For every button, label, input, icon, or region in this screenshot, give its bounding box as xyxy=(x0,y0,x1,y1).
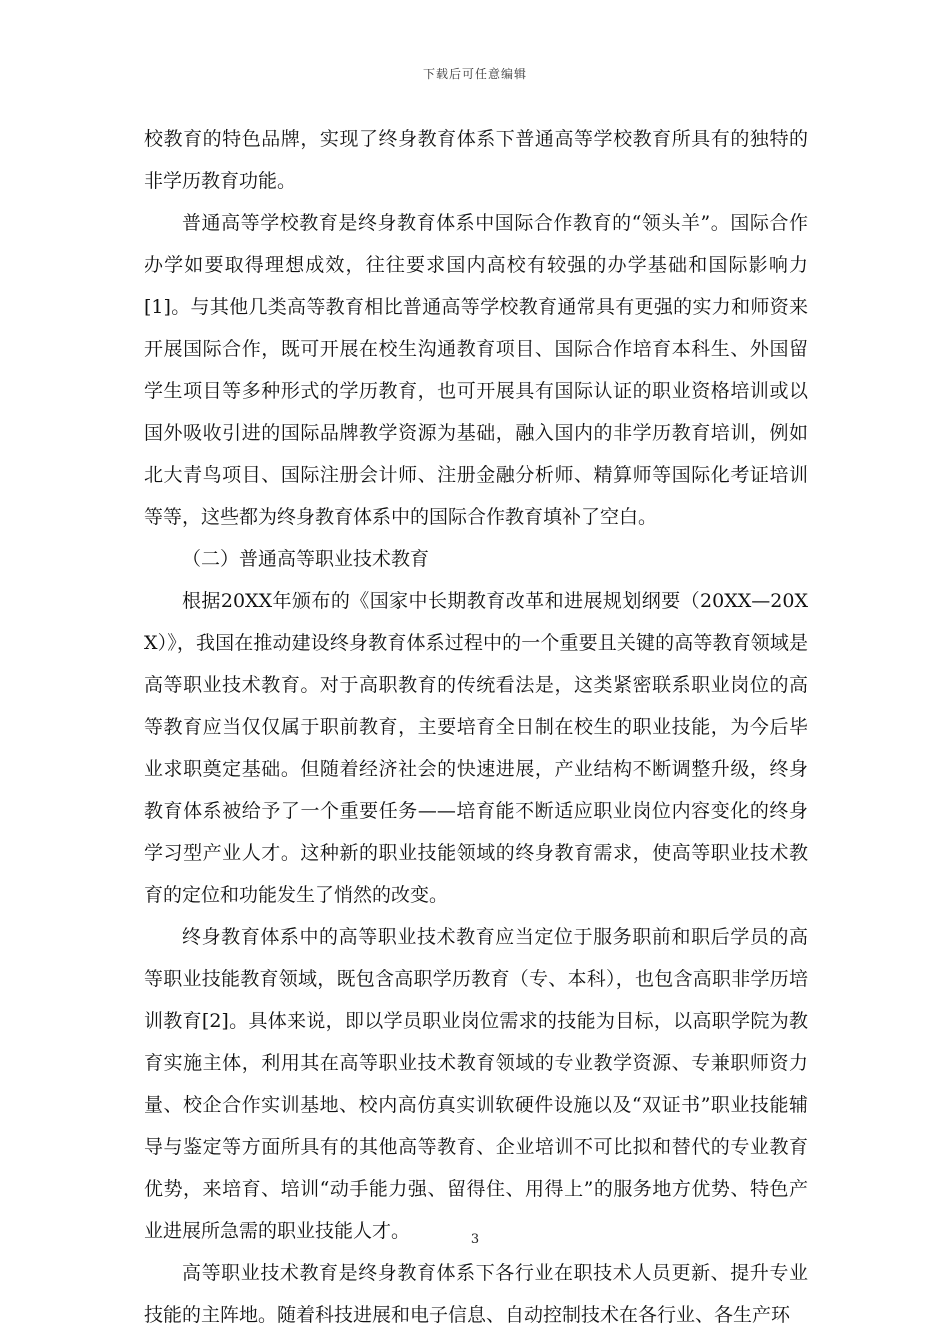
paragraph-international-cooperation: 普通高等学校教育是终身教育体系中国际合作教育的“领头羊”。国际合作办学如要取得理想成效，往往要求国内高校有较强的办学基础和国际影响力[1]。与其他几类高等教育相比普通高等学校教育通常具有更强的实力和师资来开展国际合作，既可开展在校生沟通教育项目、国际合作培育本科生、外国留学生项目等多种形式的学历教育，也可开展具有国际认证的职业资格培训或以国外吸收引进的国际品牌教学资源为基础，融入国内的非学历教育培训，例如北大青鸟项目、国际注册会计师、注册金融分析师、精算师等国际化考证培训等等，这些都为终身教育体系中的国际合作教育填补了空白。 xyxy=(144,212,808,528)
paragraph-vocational-education: 根据20XX年颁布的《国家中长期教育改革和进展规划纲要（20XX—20XX）》，我国在推动建设终身教育体系过程中的一个重要且关键的高等教育领域是高等职业技术教育。对于高职教育的传统看法是，这类紧密联系职业岗位的高等教育应当仅仅属于职前教育，主要培育全日制在校生的职业技能，为今后毕业求职奠定基础。但随着经济社会的快速进展，产业结构不断调整升级，终身教育体系被给予了一个重要任务——培育能不断适应职业岗位内容变化的终身学习型产业人才。这种新的职业技能领域的终身教育需求，使高等职业技术教育的定位和功能发生了悄然的改变。 xyxy=(144,590,808,906)
page-number: 3 xyxy=(470,1232,480,1247)
document-body xyxy=(144,118,808,1336)
page-header: 下载后可任意编辑 xyxy=(422,67,527,81)
paragraph-vocational-positioning: 终身教育体系中的高等职业技术教育应当定位于服务职前和职后学员的高等职业技能教育领域，既包含高职学历教育（专、本科），也包含高职非学历培训教育[2]。具体来说，即以学员职业岗位需求的技能为目标，以高职学院为教育实施主体，利用其在高等职业技术教育领域的专业教学资源、专兼职师资力量、校企合作实训基地、校内高仿真实训软硬件设施以及“双证书”职业技能辅导与鉴定等方面所具有的其他高等教育、企业培训不可比拟和替代的专业教育优势，来培育、培训“动手能力强、留得住、用得上”的服务地方优势、特色产业进展所急需的职业技能人才。 xyxy=(144,926,808,1242)
paragraph-continuation: 校教育的特色品牌，实现了终身教育体系下普通高等学校教育所具有的独特的非学历教育功能。 xyxy=(144,128,808,192)
paragraph-vocational-upgrade: 高等职业技术教育是终身教育体系下各行业在职技术人员更新、提升专业技能的主阵地。随着科技进展和电子信息、自动控制技术在各行业、各生产环 xyxy=(144,1262,808,1326)
section-heading: （二）普通高等职业技术教育 xyxy=(182,548,430,570)
